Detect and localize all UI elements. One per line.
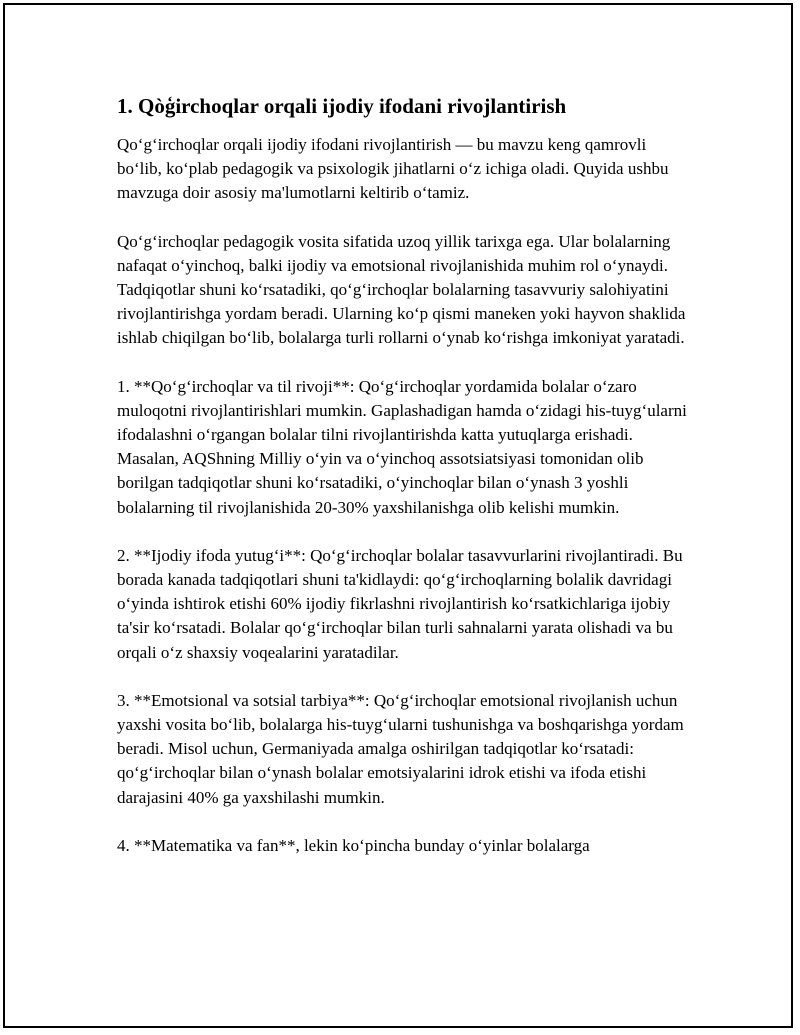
paragraph-language-development: 1. **Qo‘g‘irchoqlar va til rivoji**: Qo‘g‘irchoqlar yordamida bolalar o‘zaro muloqotni rivojlantirishlari mumkin. Gaplashadigan hamda o‘zidagi his-tuyg‘ularni ifodalashni o‘rgangan bolalar tilni rivojlantirishda katta yutuqlarga erishadi. Masalan, AQShning Milliy o‘yin va o‘yinchoq assotsiatsiyasi tomonidan olib borilgan tadqiqotlar shuni ko‘rsatadiki, o‘yinchoqlar bilan o‘ynash 3 yoshli bolalarning til rivojlanishida 20-30% yaxshilanishga olib kelishi mumkin. xyxy=(117,376,687,517)
paragraph-emotional-social: 3. **Emotsional va sotsial tarbiya**: Qo‘g‘irchoqlar emotsional rivojlanish uchun yaxshi vosita bo‘lib, bolalarga his-tuyg‘ularni tushunishga va boshqarishga yordam beradi. Misol uchun, Germaniyada amalga oshirilgan tadqiqotlar ko‘rsatadi: qo‘g‘irchoqlar bilan o‘ynash bolalar emotsiyalarini idrok etishi va ifoda etishi darajasini 40% ga yaxshilashi mumkin. xyxy=(117,690,684,807)
paragraph-intro: Qo‘g‘irchoqlar orqali ijodiy ifodani rivojlantirish — bu mavzu keng qamrovli bo‘lib, ko‘plab pedagogik va psixologik jihatlarni o‘z ichiga oladi. Quyida ushbu mavzuga doir asosiy ma'lumotlarni keltirib o‘tamiz. xyxy=(117,135,669,203)
document-body xyxy=(117,92,692,882)
document-title: 1. Qòģirchoqlar orqali ijodiy ifodani rivojlantirish xyxy=(117,94,567,118)
paragraph-creative-expression: 2. **Ijodiy ifoda yutug‘i**: Qo‘g‘irchoqlar bolalar tasavvurlarini rivojlantiradi. Bu borada kanada tadqiqotlari shuni ta'kidlaydi: qo‘g‘irchoqlarning bolalik davridagi o‘yinda ishtirok etishi 60% ijodiy fikrlashni rivojlantirish ko‘rsatkichlariga ijobiy ta'sir ko‘rsatadi. Bolalar qo‘g‘irchoqlar bilan turli sahnalarni yarata olishadi va bu orqali o‘z shaxsiy voqealarini yaratadilar. xyxy=(117,545,683,662)
paragraph-math-science: 4. **Matematika va fan**, lekin ko‘pincha bunday o‘yinlar bolalarga xyxy=(117,835,590,855)
paragraph-history: Qo‘g‘irchoqlar pedagogik vosita sifatida uzoq yillik tarixga ega. Ular bolalarning nafaqat o‘yinchoq, balki ijodiy va emotsional rivojlanishida muhim rol o‘ynaydi. Tadqiqotlar shuni ko‘rsatadiki, qo‘g‘irchoqlar bolalarning tasavvuriy salohiyatini rivojlantirishga yordam beradi. Ularning ko‘p qismi maneken yoki hayvon shaklida ishlab chiqilgan bo‘lib, bolalarga turli rollarni o‘ynab ko‘rishga imkoniyat yaratadi. xyxy=(117,231,686,348)
